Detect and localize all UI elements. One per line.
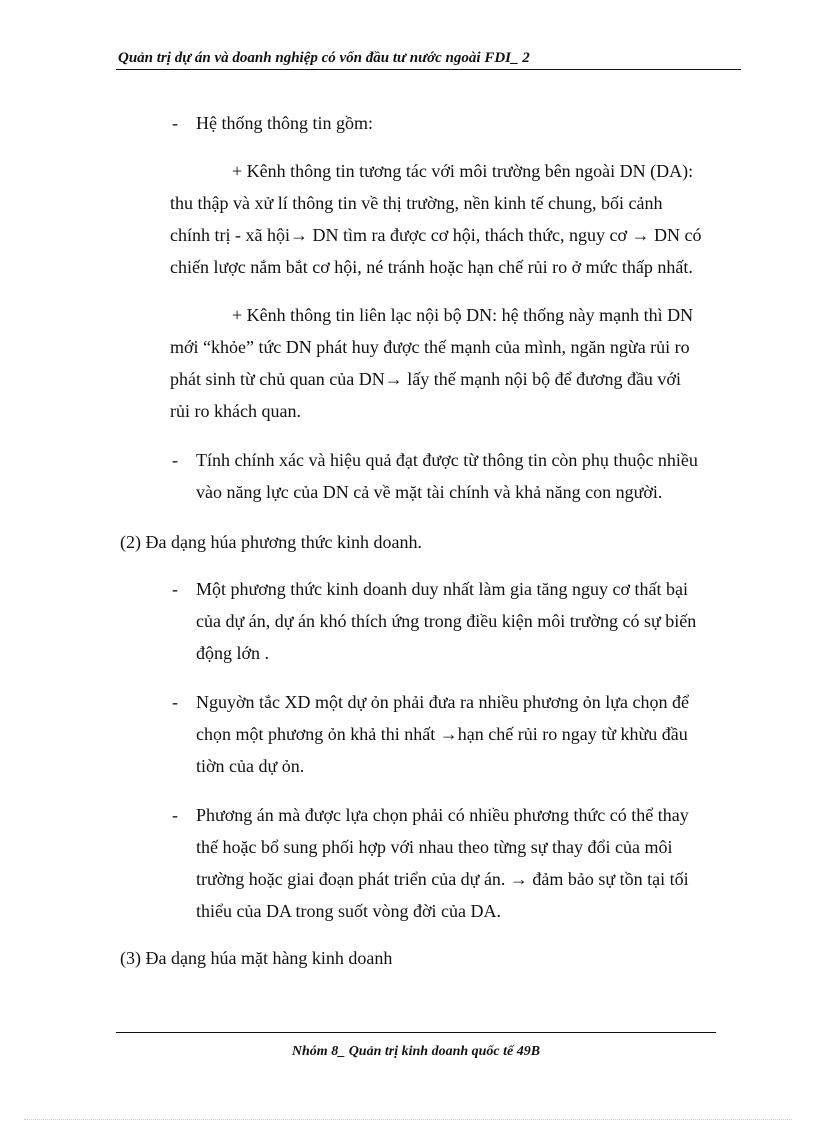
header-rule xyxy=(116,69,741,70)
internal-channel-line: + Kênh thông tin liên lạc nội bộ DN: hệ thống này mạnh thì DN xyxy=(232,305,694,325)
bullet-single-method-line: động lớn . xyxy=(196,643,270,663)
bullet-dash: - xyxy=(172,805,178,825)
bullet-principle-line: chọn một phương ỏn khả thi nhất →hạn chế rủi ro ngay từ khừu đầu xyxy=(196,724,688,744)
bullet-selected-plan-line: thế hoặc bổ sung phối hợp với nhau theo từng sự thay đổi của môi xyxy=(196,837,673,857)
section-2-heading: (2) Đa dạng húa phương thức kinh doanh. xyxy=(120,532,422,552)
bullet-principle-line: Nguyờn tắc XD một dự ỏn phải đưa ra nhiều phương ỏn lựa chọn để xyxy=(196,692,689,712)
bullet-dash: - xyxy=(172,579,178,599)
internal-channel-line: phát sinh từ chủ quan của DN→ lấy thế mạnh nội bộ để đương đầu với xyxy=(170,369,681,389)
page-footer-text: Nhóm 8_ Quản trị kinh doanh quốc tế 49B xyxy=(291,1044,541,1059)
bullet-selected-plan-line: Phương án mà được lựa chọn phải có nhiều phương thức có thể thay xyxy=(196,805,689,825)
bullet-principle-line: tiờn của dự ỏn. xyxy=(196,756,305,776)
bullet-single-method-line: Một phương thức kinh doanh duy nhất làm gia tăng nguy cơ thất bại xyxy=(196,579,688,599)
bullet-single-method-line: của dự án, dự án khó thích ứng trong điều kiện môi trường có sự biến xyxy=(196,611,697,631)
bullet-accuracy-line: Tính chính xác và hiệu quả đạt được từ thông tin còn phụ thuộc nhiều xyxy=(196,450,698,470)
external-channel-line: + Kênh thông tin tương tác với môi trường bên ngoài DN (DA): xyxy=(232,161,694,181)
external-channel-line: chiến lược nắm bắt cơ hội, né tránh hoặc hạn chế rủi ro ở mức thấp nhất. xyxy=(170,257,693,277)
external-channel-line: thu thập và xử lí thông tin về thị trường, nền kinh tế chung, bối cảnh xyxy=(170,193,663,213)
bullet-accuracy-line: vào năng lực của DN cả về mặt tài chính và khả năng con người. xyxy=(196,482,663,502)
internal-channel-line: mới “khỏe” tức DN phát huy được thế mạnh của mình, ngăn ngừa rủi ro xyxy=(170,337,690,357)
page-header-title: Quản trị dự án và doanh nghiệp có vốn đầu tư nước ngoài FDI_ 2 xyxy=(118,50,530,66)
bullet-dash: - xyxy=(172,113,178,133)
footer-rule xyxy=(116,1032,716,1033)
bullet-selected-plan-line: trường hoặc giai đoạn phát triển của dự án. → đảm bảo sự tồn tại tối xyxy=(196,869,689,889)
section-3-heading: (3) Đa dạng húa mặt hàng kinh doanh xyxy=(120,948,393,968)
page-bottom-border xyxy=(24,1119,792,1120)
internal-channel-line: rủi ro khách quan. xyxy=(170,401,301,421)
bullet-dash: - xyxy=(172,450,178,470)
bullet-dash: - xyxy=(172,692,178,712)
bullet-info-system: Hệ thống thông tin gồm: xyxy=(196,113,373,133)
bullet-selected-plan-line: thiểu của DA trong suốt vòng đời của DA. xyxy=(196,901,501,921)
external-channel-line: chính trị - xã hội→ DN tìm ra được cơ hội, thách thức, nguy cơ → DN có xyxy=(170,225,702,245)
